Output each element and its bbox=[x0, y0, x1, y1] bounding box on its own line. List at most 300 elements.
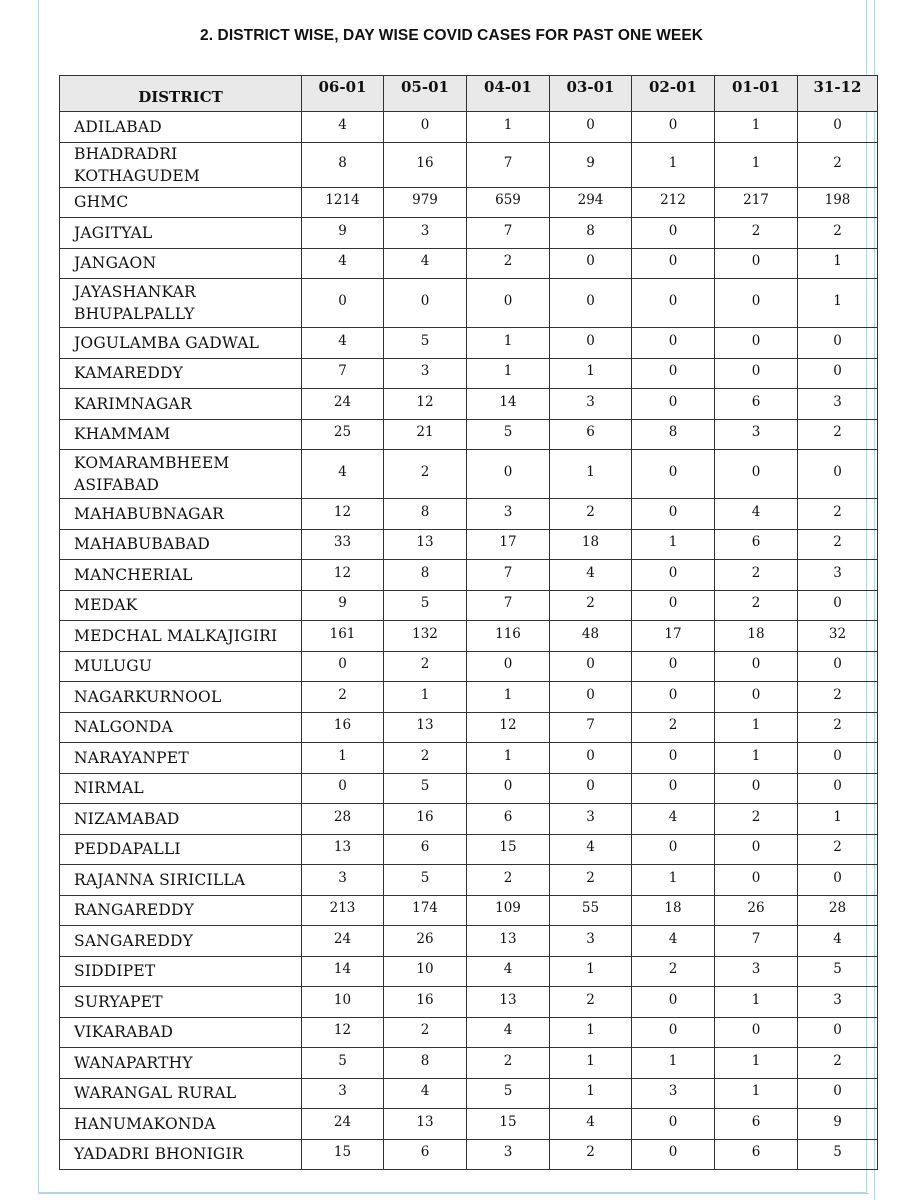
case-count-cell bbox=[798, 834, 878, 865]
case-count-cell bbox=[384, 1017, 467, 1048]
district-name-cell: WANAPARTHY bbox=[60, 1048, 302, 1079]
case-count-cell bbox=[798, 419, 878, 450]
table-row bbox=[60, 895, 878, 926]
case-count-cell bbox=[715, 590, 798, 621]
case-count-cell bbox=[467, 187, 550, 218]
case-count-value: 8 bbox=[586, 222, 595, 239]
case-count-cell bbox=[384, 621, 467, 652]
district-name-cell: PEDDAPALLI bbox=[60, 834, 302, 865]
case-count-value: 13 bbox=[499, 991, 517, 1008]
case-count-cell bbox=[467, 1139, 550, 1170]
case-count-value: 4 bbox=[833, 930, 842, 947]
case-count-cell bbox=[302, 560, 384, 591]
case-count-value: 6 bbox=[420, 839, 430, 856]
case-count-cell bbox=[715, 773, 798, 804]
table-row bbox=[60, 834, 878, 865]
case-count-value: 24 bbox=[333, 930, 352, 947]
district-name-cell: MAHABUBABAD bbox=[60, 529, 302, 560]
case-count-cell bbox=[632, 590, 715, 621]
case-count-cell bbox=[798, 1048, 878, 1079]
case-count-cell bbox=[302, 1109, 384, 1140]
case-count-value: 0 bbox=[833, 595, 842, 612]
case-count-cell bbox=[467, 712, 550, 743]
case-count-value: 3 bbox=[833, 564, 842, 581]
district-name-cell: NIZAMABAD bbox=[60, 804, 302, 835]
case-count-cell bbox=[798, 450, 878, 499]
case-count-cell bbox=[467, 248, 550, 279]
case-count-value: 2 bbox=[668, 961, 678, 978]
case-count-cell bbox=[550, 590, 632, 621]
case-count-cell bbox=[302, 218, 384, 249]
case-count-value: 12 bbox=[333, 503, 352, 520]
case-count-value: 6 bbox=[751, 534, 761, 551]
case-count-value: 294 bbox=[577, 192, 604, 209]
case-count-cell bbox=[384, 926, 467, 957]
case-count-value: 3 bbox=[338, 1083, 347, 1100]
case-count-cell bbox=[384, 248, 467, 279]
case-count-value: 3 bbox=[586, 930, 595, 947]
case-count-value: 0 bbox=[586, 747, 595, 764]
case-count-value: 3 bbox=[503, 503, 513, 520]
case-count-value: 0 bbox=[751, 332, 761, 349]
table-row bbox=[60, 1048, 878, 1079]
case-count-cell bbox=[302, 743, 384, 774]
case-count-value: 1214 bbox=[325, 192, 360, 209]
case-count-value: 2 bbox=[751, 564, 761, 581]
case-count-value: 12 bbox=[333, 564, 352, 581]
case-count-cell bbox=[632, 956, 715, 987]
case-count-cell bbox=[302, 358, 384, 389]
case-count-cell bbox=[715, 112, 798, 143]
case-count-value: 15 bbox=[333, 1144, 352, 1161]
district-name-cell: MEDCHAL MALKAJIGIRI bbox=[60, 621, 302, 652]
case-count-cell bbox=[715, 560, 798, 591]
table-row bbox=[60, 621, 878, 652]
case-count-cell bbox=[798, 112, 878, 143]
case-count-value: 4 bbox=[503, 1022, 513, 1039]
table-row bbox=[60, 248, 878, 279]
case-count-value: 5 bbox=[503, 424, 513, 441]
case-count-value: 0 bbox=[751, 253, 761, 270]
column-header-date: 06-01 bbox=[302, 76, 384, 112]
case-count-cell bbox=[798, 621, 878, 652]
case-count-cell bbox=[384, 389, 467, 420]
case-count-value: 26 bbox=[747, 900, 765, 917]
case-count-value: 2 bbox=[751, 808, 761, 825]
case-count-cell bbox=[302, 419, 384, 450]
case-count-cell bbox=[384, 560, 467, 591]
case-count-value: 0 bbox=[833, 1083, 842, 1100]
case-count-cell bbox=[384, 834, 467, 865]
case-count-value: 0 bbox=[668, 503, 678, 520]
case-count-value: 1 bbox=[338, 747, 347, 764]
case-count-value: 1 bbox=[503, 116, 513, 133]
case-count-cell bbox=[632, 1017, 715, 1048]
case-count-value: 7 bbox=[503, 222, 513, 239]
case-count-value: 1 bbox=[833, 293, 842, 309]
case-count-cell bbox=[302, 142, 384, 187]
case-count-cell bbox=[384, 865, 467, 896]
case-count-value: 1 bbox=[420, 686, 430, 703]
case-count-value: 217 bbox=[743, 192, 769, 209]
case-count-cell bbox=[632, 1139, 715, 1170]
case-count-cell bbox=[550, 895, 632, 926]
case-count-value: 4 bbox=[420, 253, 430, 270]
case-count-cell bbox=[302, 328, 384, 359]
table-row bbox=[60, 499, 878, 530]
case-count-value: 0 bbox=[833, 332, 842, 349]
section-title: 2. DISTRICT WISE, DAY WISE COVID CASES FOR PAST ONE WEEK bbox=[200, 27, 704, 44]
case-count-value: 2 bbox=[833, 534, 842, 551]
case-count-value: 4 bbox=[503, 961, 513, 978]
case-count-cell bbox=[384, 712, 467, 743]
case-count-cell bbox=[302, 926, 384, 957]
case-count-value: 7 bbox=[503, 564, 513, 581]
case-count-value: 1 bbox=[668, 154, 678, 171]
case-count-value: 0 bbox=[668, 464, 678, 480]
case-count-cell bbox=[302, 248, 384, 279]
case-count-value: 0 bbox=[338, 778, 347, 795]
table-row bbox=[60, 389, 878, 420]
case-count-value: 4 bbox=[751, 503, 761, 520]
case-count-cell bbox=[715, 499, 798, 530]
case-count-cell bbox=[384, 142, 467, 187]
case-count-cell bbox=[798, 1078, 878, 1109]
district-name-cell: RANGAREDDY bbox=[60, 895, 302, 926]
case-count-value: 1 bbox=[751, 1052, 761, 1069]
case-count-cell bbox=[550, 499, 632, 530]
case-count-value: 1 bbox=[833, 808, 842, 825]
table-row bbox=[60, 560, 878, 591]
district-name-cell: BHADRADRI KOTHAGUDEM bbox=[60, 142, 302, 187]
case-count-value: 0 bbox=[503, 656, 513, 673]
case-count-cell bbox=[632, 248, 715, 279]
case-count-value: 979 bbox=[412, 192, 438, 209]
case-count-value: 1 bbox=[586, 1052, 595, 1069]
case-count-value: 0 bbox=[833, 656, 842, 673]
district-name-cell: RAJANNA SIRICILLA bbox=[60, 865, 302, 896]
case-count-value: 174 bbox=[412, 900, 438, 917]
case-count-value: 0 bbox=[751, 1022, 761, 1039]
case-count-cell bbox=[302, 1078, 384, 1109]
case-count-cell bbox=[550, 834, 632, 865]
table-row bbox=[60, 1017, 878, 1048]
case-count-cell bbox=[715, 712, 798, 743]
case-count-cell bbox=[302, 712, 384, 743]
case-count-cell bbox=[798, 187, 878, 218]
case-count-cell bbox=[384, 279, 467, 328]
case-count-cell bbox=[550, 248, 632, 279]
case-count-cell bbox=[384, 956, 467, 987]
case-count-cell bbox=[632, 1109, 715, 1140]
case-count-value: 2 bbox=[833, 1052, 842, 1069]
district-name-cell: ADILABAD bbox=[60, 112, 302, 143]
case-count-cell bbox=[550, 1048, 632, 1079]
case-count-value: 14 bbox=[499, 393, 517, 410]
case-count-value: 0 bbox=[668, 293, 678, 309]
case-count-value: 1 bbox=[503, 686, 513, 703]
case-count-cell bbox=[798, 1017, 878, 1048]
case-count-cell bbox=[715, 389, 798, 420]
case-count-value: 1 bbox=[586, 464, 595, 480]
case-count-cell bbox=[715, 328, 798, 359]
case-count-value: 0 bbox=[668, 564, 678, 581]
case-count-value: 9 bbox=[833, 1113, 842, 1130]
case-count-value: 7 bbox=[338, 363, 347, 380]
case-count-value: 33 bbox=[333, 534, 352, 551]
case-count-value: 5 bbox=[833, 1144, 842, 1161]
case-count-value: 213 bbox=[329, 900, 356, 917]
case-count-value: 0 bbox=[668, 116, 678, 133]
case-count-cell bbox=[715, 218, 798, 249]
case-count-value: 0 bbox=[586, 332, 595, 349]
case-count-cell bbox=[632, 218, 715, 249]
case-count-value: 0 bbox=[668, 332, 678, 349]
case-count-value: 6 bbox=[751, 1144, 761, 1161]
case-count-value: 0 bbox=[751, 363, 761, 380]
case-count-cell bbox=[715, 1109, 798, 1140]
case-count-cell bbox=[632, 926, 715, 957]
case-count-value: 0 bbox=[833, 869, 842, 886]
case-count-cell bbox=[550, 651, 632, 682]
table-body bbox=[60, 112, 878, 1170]
case-count-value: 0 bbox=[420, 116, 430, 133]
case-count-cell bbox=[550, 529, 632, 560]
case-count-cell bbox=[550, 926, 632, 957]
case-count-cell bbox=[302, 389, 384, 420]
case-count-cell bbox=[632, 279, 715, 328]
case-count-cell bbox=[302, 773, 384, 804]
case-count-value: 6 bbox=[503, 808, 513, 825]
case-count-value: 2 bbox=[833, 503, 842, 520]
case-count-value: 5 bbox=[420, 595, 430, 612]
case-count-cell bbox=[384, 590, 467, 621]
case-count-cell bbox=[798, 895, 878, 926]
case-count-cell bbox=[715, 529, 798, 560]
case-count-value: 0 bbox=[668, 1022, 678, 1039]
table-row bbox=[60, 1109, 878, 1140]
case-count-cell bbox=[798, 712, 878, 743]
table-row bbox=[60, 529, 878, 560]
table-row bbox=[60, 358, 878, 389]
case-count-value: 1 bbox=[668, 869, 678, 886]
case-count-value: 13 bbox=[416, 534, 434, 551]
case-count-cell bbox=[550, 560, 632, 591]
case-count-cell bbox=[384, 651, 467, 682]
case-count-value: 4 bbox=[420, 1083, 430, 1100]
case-count-cell bbox=[798, 926, 878, 957]
case-count-cell bbox=[632, 987, 715, 1018]
case-count-value: 2 bbox=[420, 464, 430, 480]
case-count-cell bbox=[550, 358, 632, 389]
case-count-value: 0 bbox=[751, 656, 761, 673]
case-count-value: 1 bbox=[586, 961, 595, 978]
district-name-cell: NARAYANPET bbox=[60, 743, 302, 774]
case-count-value: 26 bbox=[416, 930, 434, 947]
case-count-cell bbox=[632, 743, 715, 774]
case-count-value: 0 bbox=[751, 778, 761, 795]
case-count-cell bbox=[798, 358, 878, 389]
case-count-cell bbox=[715, 621, 798, 652]
case-count-cell bbox=[550, 804, 632, 835]
case-count-value: 8 bbox=[338, 154, 347, 171]
case-count-cell bbox=[302, 112, 384, 143]
case-count-cell bbox=[384, 187, 467, 218]
case-count-cell bbox=[715, 865, 798, 896]
district-name-cell: SANGAREDDY bbox=[60, 926, 302, 957]
case-count-value: 2 bbox=[833, 424, 842, 441]
case-count-value: 5 bbox=[420, 332, 430, 349]
case-count-value: 0 bbox=[668, 839, 678, 856]
case-count-value: 2 bbox=[586, 869, 595, 886]
case-count-cell bbox=[550, 865, 632, 896]
case-count-value: 0 bbox=[833, 778, 842, 795]
case-count-cell bbox=[467, 218, 550, 249]
case-count-cell bbox=[715, 804, 798, 835]
case-count-value: 10 bbox=[333, 991, 352, 1008]
case-count-cell bbox=[384, 1048, 467, 1079]
case-count-cell bbox=[632, 682, 715, 713]
case-count-value: 12 bbox=[499, 717, 517, 734]
district-name-cell: KARIMNAGAR bbox=[60, 389, 302, 420]
case-count-cell bbox=[467, 834, 550, 865]
case-count-cell bbox=[632, 358, 715, 389]
case-count-value: 5 bbox=[833, 961, 842, 978]
case-count-value: 0 bbox=[586, 293, 595, 309]
case-count-cell bbox=[715, 450, 798, 499]
case-count-value: 0 bbox=[503, 293, 513, 309]
case-count-cell bbox=[715, 142, 798, 187]
case-count-value: 6 bbox=[420, 1144, 430, 1161]
case-count-value: 4 bbox=[338, 253, 347, 270]
case-count-value: 3 bbox=[503, 1144, 513, 1161]
case-count-value: 2 bbox=[420, 656, 430, 673]
case-count-value: 3 bbox=[668, 1083, 678, 1100]
case-count-cell bbox=[632, 804, 715, 835]
case-count-value: 18 bbox=[664, 900, 682, 917]
case-count-cell bbox=[467, 1017, 550, 1048]
case-count-value: 9 bbox=[586, 154, 595, 171]
case-count-value: 9 bbox=[338, 595, 347, 612]
case-count-value: 5 bbox=[420, 778, 430, 795]
case-count-cell bbox=[715, 1048, 798, 1079]
case-count-value: 2 bbox=[338, 686, 347, 703]
case-count-value: 5 bbox=[338, 1052, 347, 1069]
case-count-cell bbox=[467, 1048, 550, 1079]
case-count-value: 3 bbox=[833, 991, 842, 1008]
case-count-value: 6 bbox=[751, 1113, 761, 1130]
table-row bbox=[60, 590, 878, 621]
case-count-cell bbox=[302, 187, 384, 218]
case-count-cell bbox=[302, 987, 384, 1018]
case-count-cell bbox=[467, 1078, 550, 1109]
case-count-value: 1 bbox=[751, 154, 761, 171]
case-count-value: 5 bbox=[420, 869, 430, 886]
case-count-cell bbox=[798, 529, 878, 560]
case-count-value: 4 bbox=[338, 116, 347, 133]
case-count-cell bbox=[550, 218, 632, 249]
table-row bbox=[60, 956, 878, 987]
case-count-cell bbox=[798, 248, 878, 279]
case-count-value: 161 bbox=[329, 625, 356, 642]
case-count-cell bbox=[632, 112, 715, 143]
column-header-date: 01-01 bbox=[715, 76, 798, 112]
case-count-value: 0 bbox=[833, 464, 842, 480]
case-count-cell bbox=[715, 926, 798, 957]
case-count-cell bbox=[550, 712, 632, 743]
case-count-value: 28 bbox=[828, 900, 847, 917]
case-count-value: 0 bbox=[751, 686, 761, 703]
column-header-date: 03-01 bbox=[550, 76, 632, 112]
case-count-value: 15 bbox=[499, 839, 517, 856]
case-count-value: 3 bbox=[833, 393, 842, 410]
case-count-cell bbox=[550, 450, 632, 499]
case-count-cell bbox=[550, 1109, 632, 1140]
case-count-value: 8 bbox=[420, 564, 430, 581]
case-count-cell bbox=[632, 142, 715, 187]
case-count-cell bbox=[467, 804, 550, 835]
case-count-cell bbox=[302, 865, 384, 896]
district-name-cell: MAHABUBNAGAR bbox=[60, 499, 302, 530]
case-count-value: 28 bbox=[333, 808, 352, 825]
case-count-cell bbox=[384, 112, 467, 143]
case-count-value: 2 bbox=[420, 747, 430, 764]
case-count-value: 109 bbox=[495, 900, 521, 917]
case-count-value: 1 bbox=[668, 534, 678, 551]
case-count-cell bbox=[467, 651, 550, 682]
case-count-cell bbox=[302, 590, 384, 621]
case-count-cell bbox=[798, 651, 878, 682]
case-count-value: 0 bbox=[586, 778, 595, 795]
case-count-value: 14 bbox=[333, 961, 352, 978]
case-count-value: 16 bbox=[416, 808, 434, 825]
case-count-value: 1 bbox=[751, 717, 761, 734]
column-header-date: 04-01 bbox=[467, 76, 550, 112]
case-count-cell bbox=[798, 279, 878, 328]
case-count-cell bbox=[632, 187, 715, 218]
case-count-cell bbox=[715, 248, 798, 279]
case-count-value: 2 bbox=[833, 839, 842, 856]
case-count-value: 6 bbox=[751, 393, 761, 410]
case-count-value: 0 bbox=[586, 686, 595, 703]
column-header-date: 31-12 bbox=[798, 76, 878, 112]
table-row bbox=[60, 987, 878, 1018]
case-count-cell bbox=[384, 804, 467, 835]
case-count-cell bbox=[467, 499, 550, 530]
case-count-cell bbox=[467, 142, 550, 187]
case-count-cell bbox=[550, 682, 632, 713]
case-count-cell bbox=[384, 682, 467, 713]
case-count-cell bbox=[798, 987, 878, 1018]
case-count-value: 0 bbox=[668, 363, 678, 380]
case-count-value: 13 bbox=[499, 930, 517, 947]
case-count-cell bbox=[632, 328, 715, 359]
case-count-value: 0 bbox=[668, 656, 678, 673]
case-count-cell bbox=[715, 1139, 798, 1170]
case-count-cell bbox=[632, 651, 715, 682]
case-count-cell bbox=[467, 956, 550, 987]
case-count-value: 15 bbox=[499, 1113, 517, 1130]
case-count-cell bbox=[302, 279, 384, 328]
case-count-cell bbox=[384, 529, 467, 560]
table-row bbox=[60, 682, 878, 713]
case-count-value: 2 bbox=[586, 595, 595, 612]
case-count-cell bbox=[715, 651, 798, 682]
case-count-cell bbox=[715, 682, 798, 713]
case-count-value: 12 bbox=[416, 393, 434, 410]
case-count-value: 7 bbox=[751, 930, 761, 947]
district-name-cell: NAGARKURNOOL bbox=[60, 682, 302, 713]
